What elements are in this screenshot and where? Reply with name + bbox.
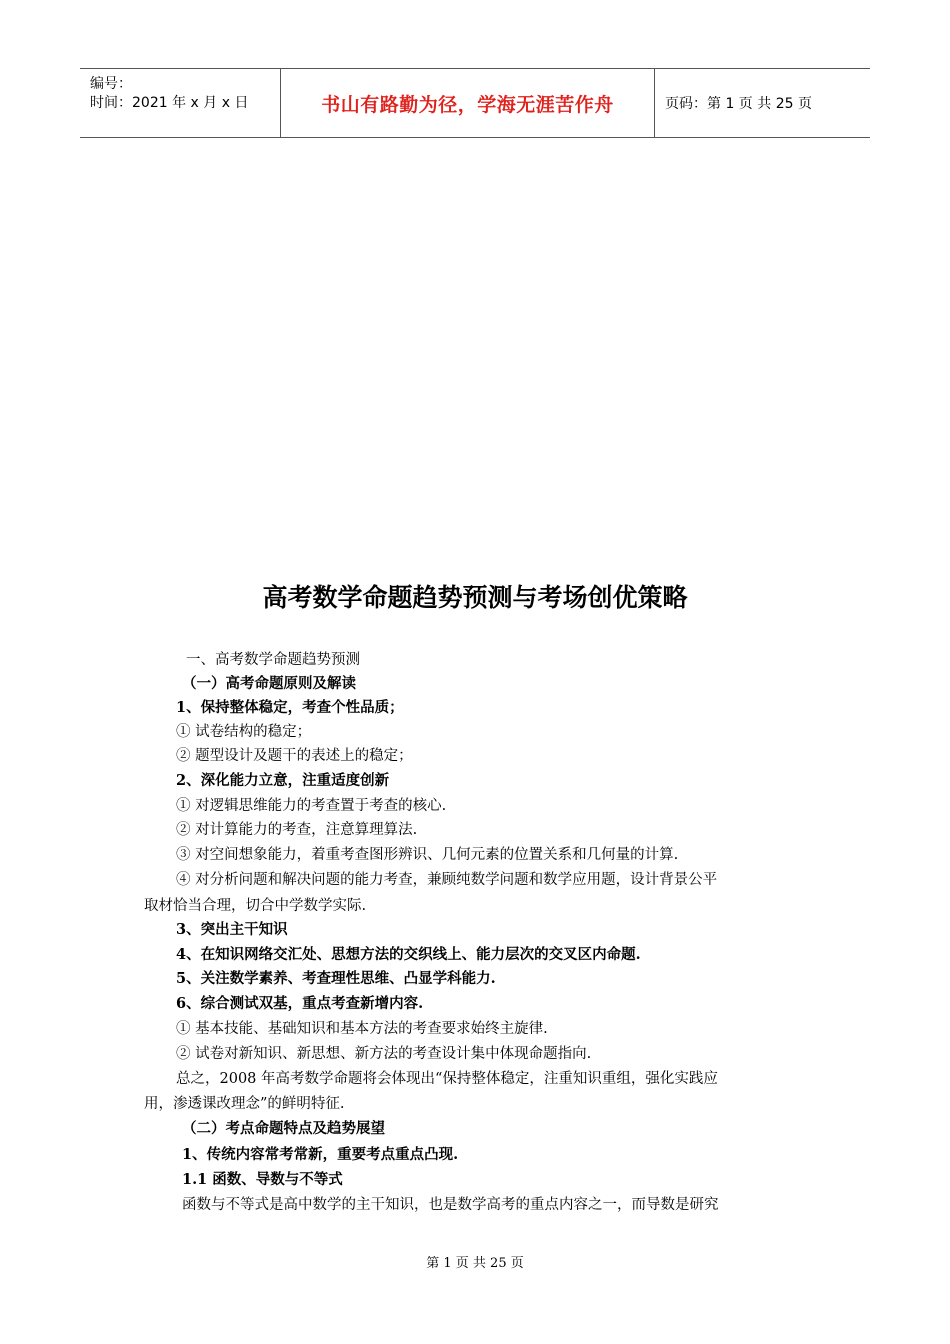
header-meta-cell — [80, 69, 281, 137]
paragraph-line: 取材恰当合理，切合中学数学实际. — [144, 898, 367, 914]
point-heading: 6、综合测试双基，重点考查新增内容. — [176, 995, 424, 1012]
point-heading: 1、传统内容常考常新，重要考点重点凸现. — [182, 1146, 459, 1163]
paragraph-line: ① 试卷结构的稳定； — [176, 724, 312, 740]
paragraph-line: ② 试卷对新知识、新思想、新方法的考查设计集中体现命题指向. — [176, 1046, 592, 1062]
paragraph-line: ② 对计算能力的考查，注意算理算法. — [176, 822, 418, 838]
page-footer: 第 1 页 共 25 页 — [426, 1256, 524, 1271]
paragraph-line: ④ 对分析问题和解决问题的能力考查，兼顾纯数学问题和数学应用题，设计背景公平 — [176, 872, 718, 888]
subsection-heading: （一）高考命题原则及解读 — [182, 676, 356, 692]
date-label: 时间：2021 年 x 月 x 日 — [90, 95, 249, 111]
page-info: 页码：第 1 页 共 25 页 — [665, 96, 812, 112]
page-header — [80, 68, 870, 138]
paragraph-line: ② 题型设计及题干的表述上的稳定； — [176, 748, 413, 764]
point-heading: 1、保持整体稳定，考查个性品质； — [176, 699, 404, 716]
point-heading: 2、深化能力立意，注重适度创新 — [176, 772, 390, 789]
motto-text: 书山有路勤为径，学海无涯苦作舟 — [321, 93, 614, 116]
paragraph-line: 函数与不等式是高中数学的主干知识，也是数学高考的重点内容之一，而导数是研究 — [182, 1197, 719, 1213]
header-motto-cell — [281, 69, 655, 137]
section-heading: 一、高考数学命题趋势预测 — [186, 652, 360, 668]
point-heading: 5、关注数学素养、考查理性思维、凸显学科能力. — [176, 970, 496, 987]
paragraph-line: ③ 对空间想象能力，着重考查图形辨识、几何元素的位置关系和几何量的计算. — [176, 847, 679, 863]
number-label: 编号： — [90, 76, 132, 92]
paragraph-line: ① 对逻辑思维能力的考查置于考查的核心. — [176, 798, 447, 814]
paragraph-line: ① 基本技能、基础知识和基本方法的考查要求始终主旋律. — [176, 1021, 548, 1037]
subsection-heading: （二）考点命题特点及趋势展望 — [182, 1121, 385, 1137]
paragraph-line: 总之，2008 年高考数学命题将会体现出“保持整体稳定，注重知识重组，强化实践应 — [176, 1071, 718, 1087]
point-heading: 4、在知识网络交汇处、思想方法的交织线上、能力层次的交叉区内命题. — [176, 946, 641, 963]
document-title: 高考数学命题趋势预测与考场创优策略 — [262, 583, 688, 612]
header-page-cell — [655, 69, 870, 137]
paragraph-line: 用，渗透课改理念”的鲜明特征. — [144, 1096, 345, 1112]
point-heading: 3、突出主干知识 — [176, 921, 288, 938]
point-heading: 1.1 函数、导数与不等式 — [182, 1171, 343, 1188]
